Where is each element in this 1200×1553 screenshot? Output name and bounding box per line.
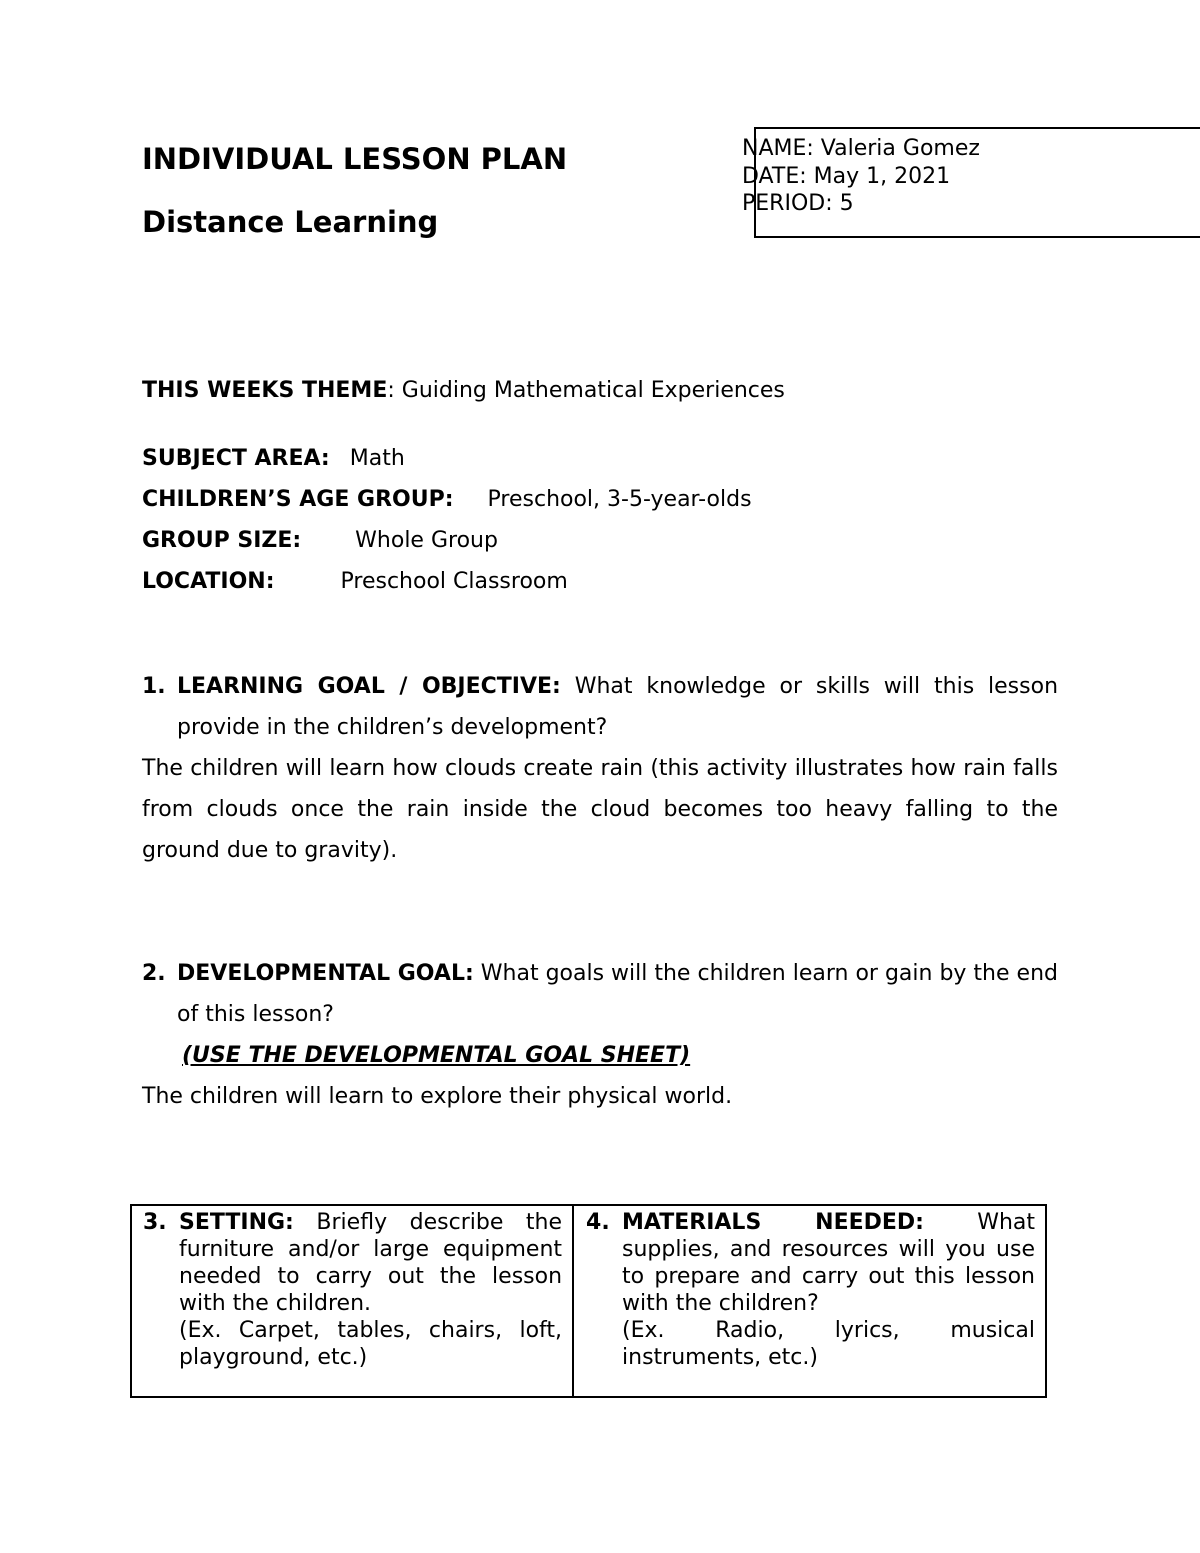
learning-goal-question: What knowledge or skills will this lesson provide in the children’s development? [177, 674, 1059, 740]
theme-label: THIS WEEKS THEME [142, 378, 388, 403]
materials-label: MATERIALS NEEDED: [622, 1210, 924, 1235]
location-value: Preschool Classroom [340, 569, 568, 594]
group-size-label: GROUP SIZE: [142, 528, 302, 553]
class-period: PERIOD: 5 [742, 191, 854, 216]
subject-field [142, 444, 405, 474]
location-label: LOCATION: [142, 569, 275, 594]
group-size-field [142, 526, 498, 556]
learning-goal-label: LEARNING GOAL / OBJECTIVE: [177, 674, 561, 699]
setting-question: Briefly describe the furniture and/or large equipment needed to carry out the lesson with the children. [179, 1210, 563, 1316]
setting-cell [132, 1206, 574, 1396]
materials-cell [574, 1206, 1045, 1396]
learning-goal-section [142, 666, 1058, 871]
theme-field [142, 376, 785, 406]
setting-example: (Ex. Carpet, tables, chairs, loft, playground, etc.) [179, 1318, 563, 1370]
group-size-value: Whole Group [355, 528, 498, 553]
age-group-field [142, 485, 752, 515]
subject-label: SUBJECT AREA: [142, 446, 330, 471]
developmental-goal-answer: The children will learn to explore their physical world. [142, 1084, 733, 1109]
materials-question: What supplies, and resources will you use to prepare and carry out this lesson with the children? [622, 1210, 1035, 1316]
developmental-goal-heading [142, 953, 1058, 1035]
section-number: 3. [143, 1210, 167, 1235]
page-subtitle: Distance Learning [142, 205, 439, 239]
setting-materials-table [130, 1204, 1047, 1398]
developmental-goal-question: What goals will the children learn or gain by the end of this lesson? [177, 961, 1058, 1027]
developmental-goal-section [142, 953, 1058, 1117]
materials-example: (Ex. Radio, lyrics, musical instruments, etc.) [622, 1318, 1035, 1370]
subject-value: Math [349, 446, 405, 471]
learning-goal-answer: The children will learn how clouds create rain (this activity illustrates how rain falls from clouds once the rain inside the cloud becomes too heavy falling to the ground due to gravity). [142, 756, 1058, 863]
section-number: 4. [586, 1210, 610, 1235]
developmental-goal-instruction: (USE THE DEVELOPMENTAL GOAL SHEET) [182, 1043, 691, 1068]
theme-value: : Guiding Mathematical Experiences [387, 378, 785, 403]
setting-label: SETTING: [179, 1210, 294, 1235]
developmental-goal-label: DEVELOPMENTAL GOAL: [177, 961, 474, 986]
lesson-date: DATE: May 1, 2021 [742, 164, 951, 189]
page-title: INDIVIDUAL LESSON PLAN [142, 142, 568, 176]
section-number: 1. [142, 674, 166, 699]
age-group-label: CHILDREN’S AGE GROUP: [142, 487, 454, 512]
section-number: 2. [142, 961, 166, 986]
age-group-value: Preschool, 3-5-year-olds [487, 487, 752, 512]
learning-goal-heading [142, 666, 1058, 748]
student-name: NAME: Valeria Gomez [742, 136, 980, 161]
location-field [142, 567, 568, 597]
